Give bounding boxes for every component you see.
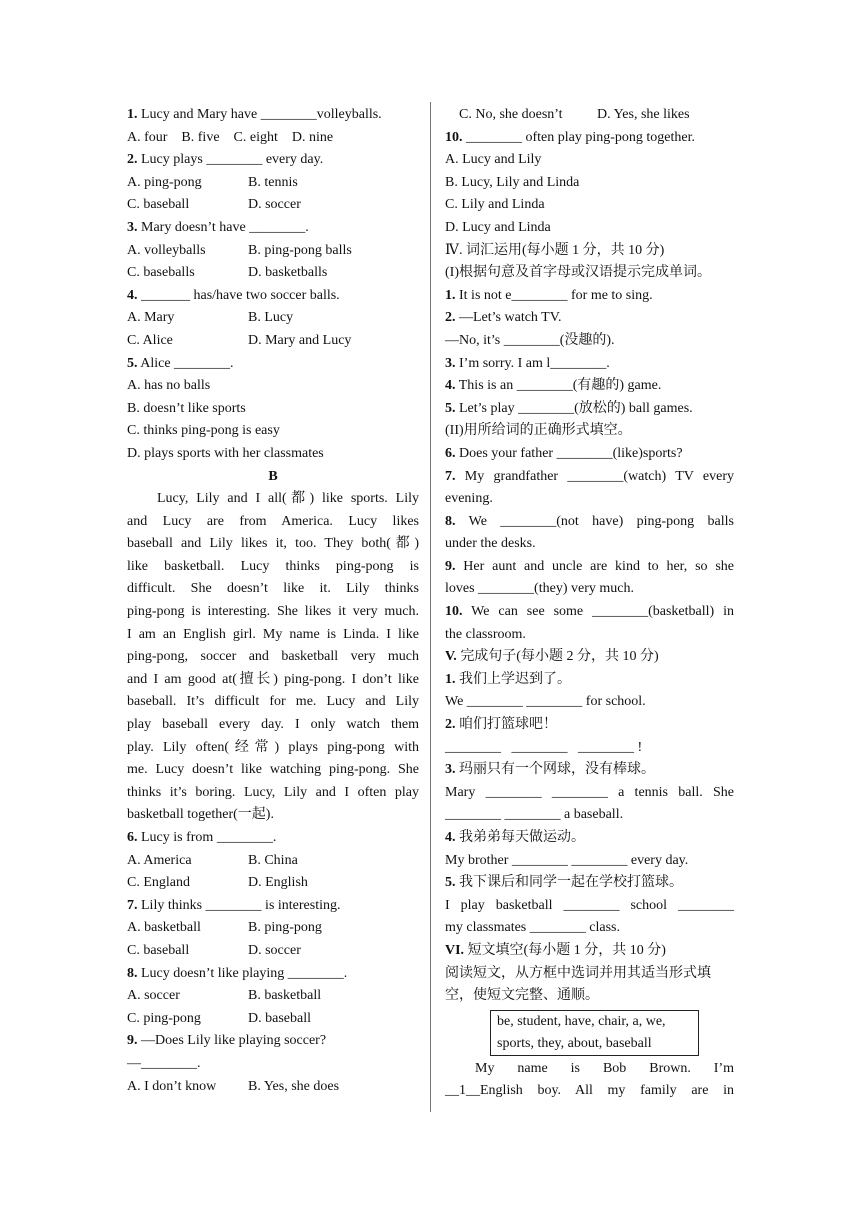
vocab-2-line-2: —No, it’s ________(没趣的). — [445, 332, 615, 348]
vocab-8-line-2: under the desks. — [445, 536, 536, 552]
question-5-option-a: A. has no balls — [127, 378, 211, 394]
vocab-1: 1. It is not e________ for me to sing. — [445, 287, 653, 303]
word-box-line-1: be, student, have, chair, a, we, — [497, 1013, 666, 1029]
passage-line: and I am good at(擅长) ping-pong. I don’t like — [127, 671, 419, 687]
section-5-title: V. 完成句子(每小题 2 分，共 10 分) — [445, 649, 659, 665]
passage-line: baseball and Lily likes it, too. They both(都) — [127, 536, 419, 552]
section-b-heading: B — [268, 468, 278, 484]
vocab-10: 10. We can see some ________(basketball) in — [445, 604, 734, 620]
passage-line: play baseball every day. I only watch them — [127, 717, 419, 733]
passage-line: play. Lily often(经常) plays ping-pong with — [127, 739, 419, 755]
passage-line: baseball. It’s difficult for me. Lucy and Lily — [127, 694, 419, 710]
question-10-option-a: A. Lucy and Lily — [445, 152, 542, 168]
sentence-1-chinese: 1. 我们上学迟到了。 — [445, 671, 571, 687]
question-4-options-row1: A. Mary B. Lucy — [127, 310, 294, 326]
question-8-options-row1: A. soccer B. basketball — [127, 988, 322, 1004]
question-1-options: A. four B. five C. eight D. nine — [127, 129, 334, 145]
passage-line: Lucy, Lily and I all(都) like sports. Lily — [157, 491, 419, 507]
vocab-10-line-2: the classroom. — [445, 626, 526, 642]
section-6-instruction-line-2: 空，使短文完整、通顺。 — [445, 988, 599, 1004]
question-7-options-row2: C. baseball D. soccer — [127, 942, 301, 958]
question-2-options-row1: A. ping-pong B. tennis — [127, 174, 298, 190]
vocab-7: 7. My grandfather ________(watch) TV every — [445, 468, 734, 484]
sentence-3-chinese: 3. 玛丽只有一个网球，没有棒球。 — [445, 762, 655, 778]
section-4-part-2-instruction: (II)用所给词的正确形式填空。 — [445, 423, 632, 439]
question-10: 10. ________ often play ping-pong together. — [445, 129, 696, 145]
vocab-3: 3. I’m sorry. I am l________. — [445, 355, 610, 371]
question-5-option-b: B. doesn’t like sports — [127, 400, 246, 416]
question-5: 5. Alice ________. — [127, 355, 234, 371]
passage-line: like basketball. Lucy thinks ping-pong is — [127, 558, 419, 574]
question-6-options-row1: A. America B. China — [127, 852, 298, 868]
passage-line: difficult. She doesn’t like it. Lily thinks — [127, 581, 419, 597]
question-2-options-row2: C. baseball D. soccer — [127, 197, 301, 213]
passage-line: ping-pong, soccer and basketball very much — [127, 649, 419, 665]
vocab-4: 4. This is an ________(有趣的) game. — [445, 378, 662, 394]
question-9: 9. —Does Lily like playing soccer? — [127, 1033, 327, 1049]
question-3: 3. Mary doesn’t have ________. — [127, 219, 309, 235]
column-divider — [430, 102, 431, 1112]
section-4-title: Ⅳ. 词汇运用(每小题 1 分，共 10 分) — [445, 242, 665, 258]
right-column — [445, 104, 734, 1103]
question-5-option-c: C. thinks ping-pong is easy — [127, 423, 280, 439]
vocab-2: 2. —Let’s watch TV. — [445, 310, 562, 326]
question-9-answer-line: —________. — [127, 1055, 201, 1071]
sentence-1-english: We ________ ________ for school. — [445, 694, 646, 710]
question-2: 2. Lucy plays ________ every day. — [127, 152, 324, 168]
passage-line: thinks it’s boring. Lucy, Lily and I often play — [127, 784, 419, 800]
question-7-options-row1: A. basketball B. ping-pong — [127, 920, 322, 936]
question-10-option-b: B. Lucy, Lily and Linda — [445, 174, 580, 190]
question-7: 7. Lily thinks ________ is interesting. — [127, 897, 341, 913]
sentence-4-english: My brother ________ ________ every day. — [445, 852, 689, 868]
section-6-instruction-line-1: 阅读短文，从方框中选词并用其适当形式填 — [445, 965, 711, 981]
passage-line: basketball together(一起). — [127, 807, 274, 823]
sentence-5-chinese: 5. 我下课后和同学一起在学校打篮球。 — [445, 875, 683, 891]
vocab-8: 8. We ________(not have) ping-pong balls — [445, 513, 734, 529]
question-3-options-row2: C. baseballs D. basketballs — [127, 265, 328, 281]
cloze-passage-line: __1__English boy. All my family are in — [445, 1083, 734, 1099]
question-1: 1. Lucy and Mary have ________volleyballs. — [127, 107, 382, 122]
question-9-options-row1: A. I don’t know B. Yes, she does — [127, 1078, 340, 1094]
word-box — [490, 1010, 699, 1056]
sentence-3-english-line-1: Mary ________ ________ a tennis ball. She — [445, 784, 734, 800]
left-column — [127, 104, 419, 1098]
passage-line: me. Lucy doesn’t like watching ping-pong. She — [127, 762, 419, 778]
question-9-options-row2: C. No, she doesn’t D. Yes, she likes — [459, 107, 690, 122]
question-6-options-row2: C. England D. English — [127, 875, 308, 891]
sentence-2-english: ________ ________ ________ ! — [445, 739, 643, 755]
question-8: 8. Lucy doesn’t like playing ________. — [127, 965, 348, 981]
vocab-5: 5. Let’s play ________(放松的) ball games. — [445, 400, 693, 416]
passage-line: I am an English girl. My name is Linda. I like — [127, 626, 419, 642]
question-5-option-d: D. plays sports with her classmates — [127, 445, 324, 461]
question-3-options-row1: A. volleyballs B. ping-pong balls — [127, 242, 352, 258]
sentence-4-chinese: 4. 我弟弟每天做运动。 — [445, 830, 585, 845]
sentence-2-chinese: 2. 咱们打篮球吧！ — [445, 717, 557, 733]
vocab-6: 6. Does your father ________(like)sports? — [445, 445, 683, 461]
sentence-3-english-line-2: ________ ________ a baseball. — [445, 807, 624, 823]
vocab-9: 9. Her aunt and uncle are kind to her, so she — [445, 558, 734, 574]
passage-line: ping-pong is interesting. She likes it very much. — [127, 604, 419, 620]
section-6-title: VI. 短文填空(每小题 1 分，共 10 分) — [445, 942, 666, 958]
question-10-option-c: C. Lily and Linda — [445, 197, 545, 213]
question-4: 4. _______ has/have two soccer balls. — [127, 287, 340, 303]
passage-line: and Lucy are from America. Lucy likes — [127, 513, 419, 529]
word-box-line-2: sports, they, about, baseball — [497, 1035, 652, 1051]
cloze-passage-line: My name is Bob Brown. I’m — [475, 1060, 734, 1076]
question-6: 6. Lucy is from ________. — [127, 830, 277, 845]
question-4-options-row2: C. Alice D. Mary and Lucy — [127, 332, 352, 348]
sentence-5-english-line-2: my classmates ________ class. — [445, 920, 620, 936]
vocab-9-line-2: loves ________(they) very much. — [445, 581, 634, 597]
sentence-5-english-line-1: I play basketball ________ school ________ — [445, 897, 734, 913]
vocab-7-line-2: evening. — [445, 491, 493, 507]
section-4-part-1-instruction: (I)根据句意及首字母或汉语提示完成单词。 — [445, 265, 711, 281]
question-10-option-d: D. Lucy and Linda — [445, 219, 551, 235]
question-8-options-row2: C. ping-pong D. baseball — [127, 1010, 311, 1026]
